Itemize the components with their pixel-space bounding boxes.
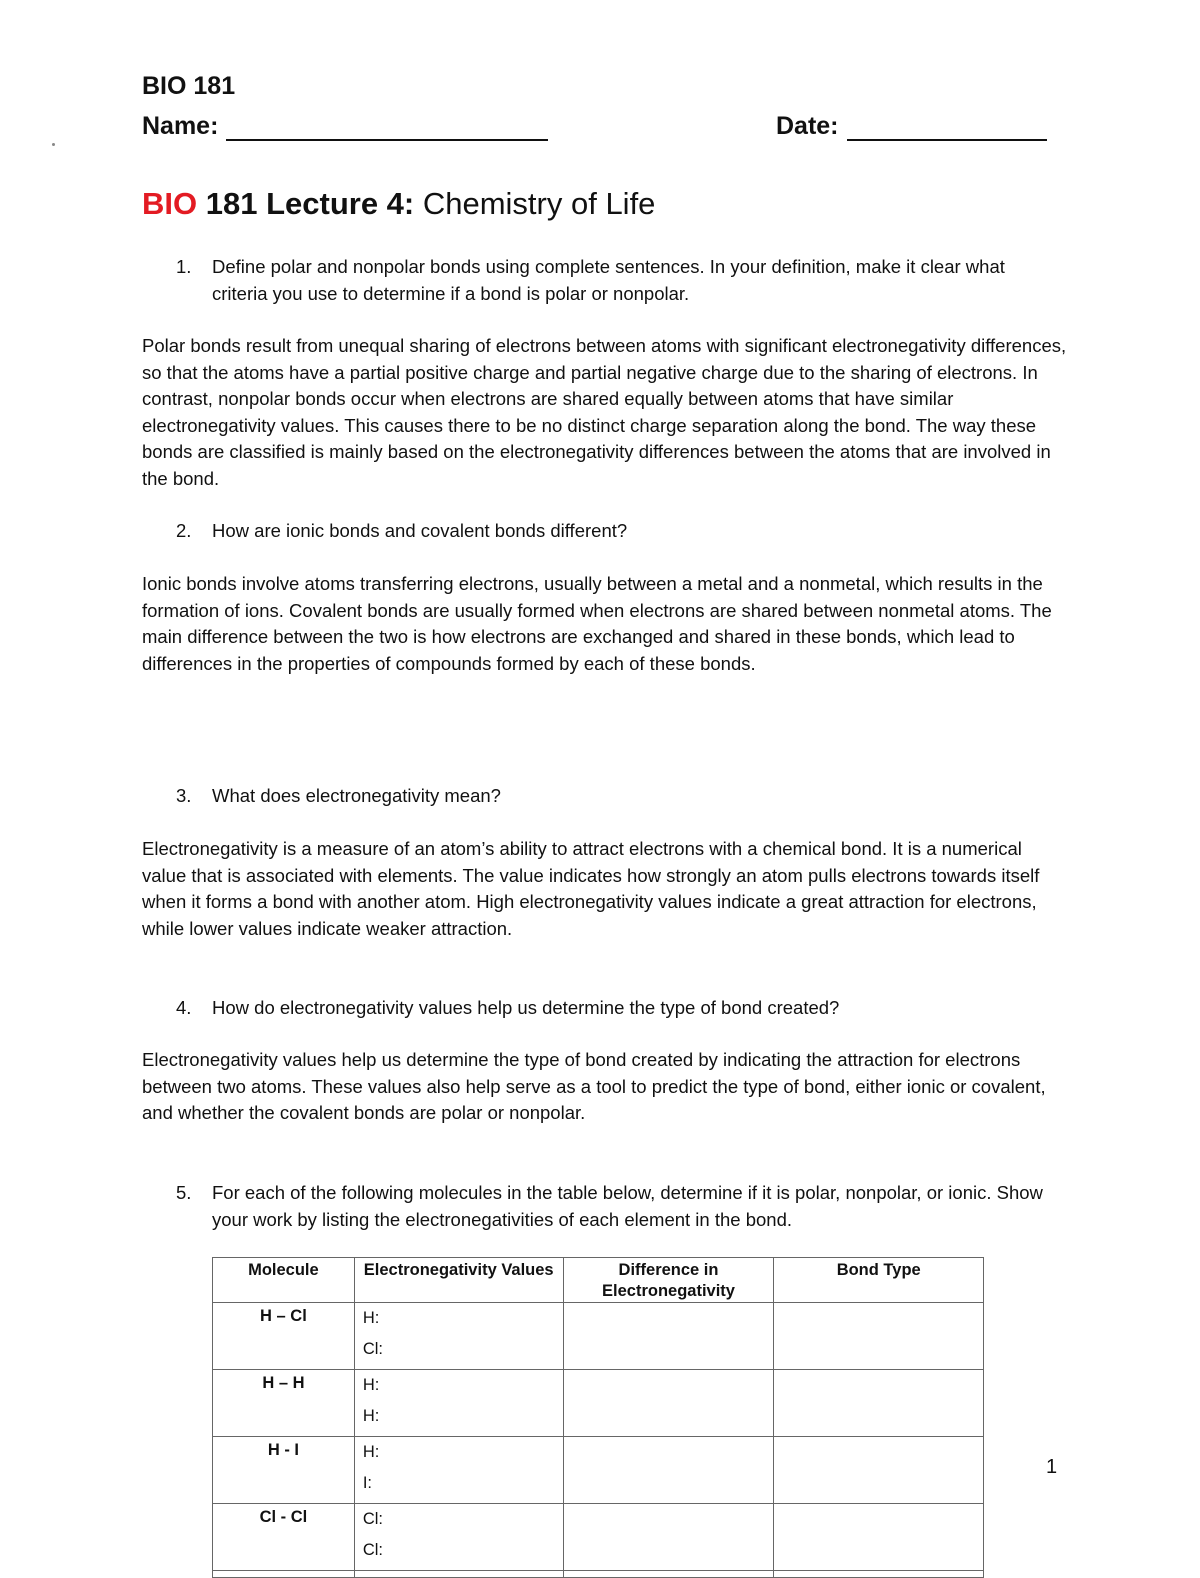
date-blank[interactable] — [847, 115, 1047, 141]
difference-cell[interactable] — [563, 1303, 774, 1370]
difference-cell[interactable] — [563, 1504, 774, 1571]
margin-dot — [52, 143, 55, 146]
answer-1: Polar bonds result from unequal sharing of electrons between atoms with significant electronegativity differences, so that the atoms have a partial positive charge and partial negative charge due to the sharing of electrons. In contrast, nonpolar bonds occur when electrons are shared equally between atoms that have similar electronegativity values. This causes there to be no distinct charge separation along the bond. The way these bonds are classified is mainly based on the electronegativity differences between the atoms that are involved in the bond. — [142, 335, 1067, 489]
electronegativity-table — [212, 1257, 984, 1578]
electronegativity-cell[interactable] — [354, 1303, 563, 1370]
question-text: Define polar and nonpolar bonds using complete sentences. In your definition, make it clear what criteria you use to determine if a bond is polar or nonpolar. — [212, 256, 1005, 304]
element-1-label: H: — [362, 1376, 380, 1394]
question-number: 4. — [176, 997, 192, 1018]
header-molecule: Molecule — [213, 1258, 355, 1303]
element-2-label: H: — [362, 1407, 380, 1425]
table-row — [213, 1437, 984, 1504]
question-number: 2. — [176, 520, 192, 541]
table-row — [213, 1370, 984, 1437]
name-field — [142, 112, 548, 141]
title-topic: Chemistry of Life — [414, 186, 656, 221]
question-text: For each of the following molecules in the table below, determine if it is polar, nonpolar, or ionic. Show your work by listing the electronegativities of each element in the bond. — [212, 1182, 1043, 1230]
date-field — [776, 112, 1047, 141]
electronegativity-cell[interactable] — [354, 1437, 563, 1504]
element-1-label: Cl: — [362, 1510, 383, 1528]
question-number: 1. — [176, 256, 192, 277]
molecule-cell: H - I — [213, 1437, 355, 1504]
title-bio: BIO — [142, 186, 198, 221]
header-electronegativity-values: Electronegativity Values — [354, 1258, 563, 1303]
header-difference: Difference in Electronegativity — [563, 1258, 774, 1303]
question-text: What does electronegativity mean? — [212, 785, 501, 806]
bond-type-cell[interactable] — [774, 1370, 984, 1437]
answer-2: Ionic bonds involve atoms transferring electrons, usually between a metal and a nonmetal, which results in the formation of ions. Covalent bonds are usually formed when electrons are shared between nonmetal atoms. The main difference between the two is how electrons are exchanged and shared in these bonds, which lead to differences in the properties of compounds formed by each of these bonds. — [142, 573, 1052, 674]
element-2-label: Cl: — [362, 1541, 383, 1559]
bond-type-cell[interactable] — [774, 1303, 984, 1370]
question-3 — [142, 783, 1062, 810]
table-row — [213, 1504, 984, 1571]
table-row-cutoff — [213, 1571, 984, 1578]
question-number: 3. — [176, 785, 192, 806]
element-1-label: H: — [362, 1443, 380, 1461]
name-blank[interactable] — [226, 115, 548, 141]
molecule-cell: H – H — [213, 1370, 355, 1437]
answer-3: Electronegativity is a measure of an atom’s ability to attract electrons with a chemical bond. It is a numerical value that is associated with elements. The value indicates how strongly an atom pulls electrons towards itself when it forms a bond with another atom. High electronegativity values indicate a great attraction for electrons, while lower values indicate weaker attraction. — [142, 838, 1040, 939]
table-row — [213, 1303, 984, 1370]
element-2-label: Cl: — [362, 1340, 383, 1358]
question-5 — [142, 1180, 1062, 1233]
table-header-row — [213, 1258, 984, 1303]
electronegativity-cell[interactable] — [354, 1504, 563, 1571]
course-header: BIO 181 — [142, 72, 236, 100]
name-label: Name: — [142, 112, 219, 140]
page-title — [142, 186, 655, 222]
title-lecture: 181 Lecture 4: — [197, 186, 415, 221]
question-text: How do electronegativity values help us determine the type of bond created? — [212, 997, 840, 1018]
element-1-label: H: — [362, 1309, 380, 1327]
question-2 — [142, 518, 1062, 545]
page-number: 1 — [1046, 1456, 1058, 1478]
difference-cell[interactable] — [563, 1370, 774, 1437]
question-text: How are ionic bonds and covalent bonds different? — [212, 520, 628, 541]
molecule-cell: Cl - Cl — [213, 1504, 355, 1571]
date-label: Date: — [776, 112, 839, 140]
molecule-cell: H – Cl — [213, 1303, 355, 1370]
difference-cell[interactable] — [563, 1437, 774, 1504]
element-2-label: I: — [362, 1474, 372, 1492]
question-4 — [142, 995, 1062, 1022]
answer-4: Electronegativity values help us determine the type of bond created by indicating the attraction for electrons between two atoms. These values also help serve as a tool to predict the type of bond, either ionic or covalent, and whether the covalent bonds are polar or nonpolar. — [142, 1049, 1046, 1123]
bond-type-cell[interactable] — [774, 1437, 984, 1504]
question-1 — [142, 254, 1062, 307]
header-bond-type: Bond Type — [774, 1258, 984, 1303]
bond-type-cell[interactable] — [774, 1504, 984, 1571]
question-number: 5. — [176, 1182, 192, 1203]
electronegativity-cell[interactable] — [354, 1370, 563, 1437]
